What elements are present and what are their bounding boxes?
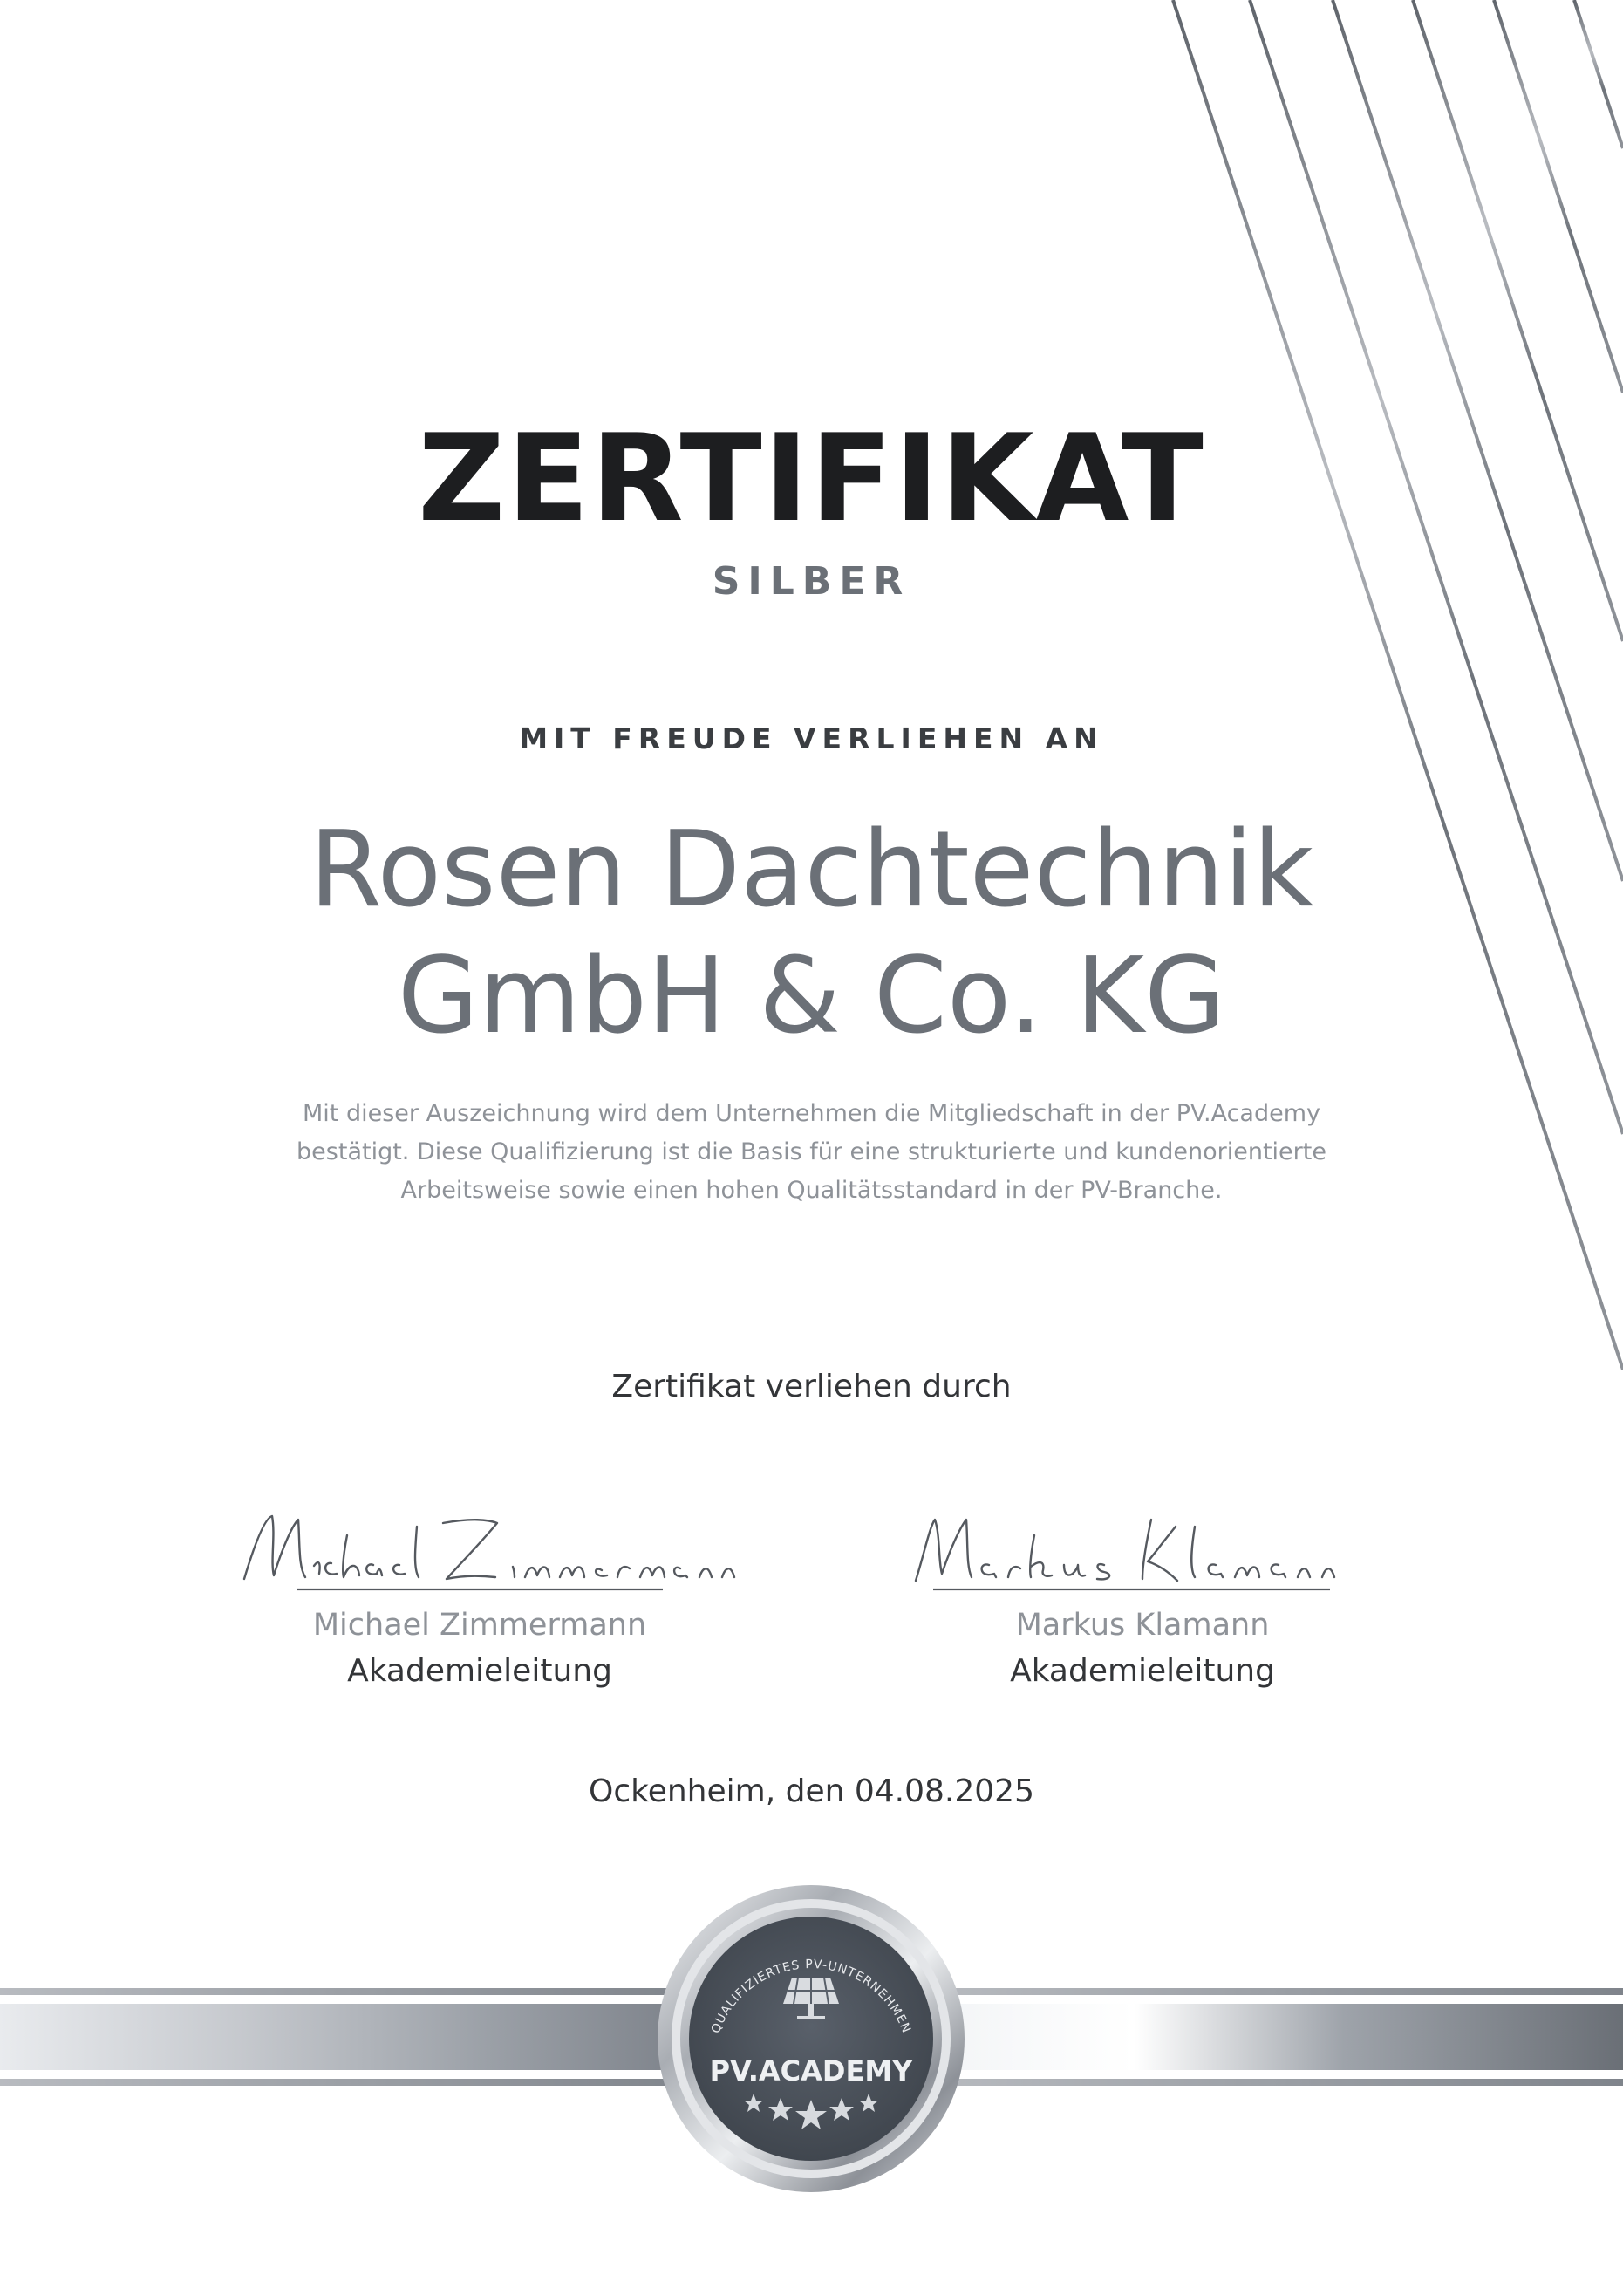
signatory-name: Markus Klamann (1015, 1608, 1270, 1643)
signature-markus-klamann (898, 1500, 1387, 1596)
seal-brand: PV.ACADEMY (709, 2054, 913, 2088)
recipient-line-2: GmbH & Co. KG (397, 936, 1226, 1057)
signatory-role: Akademieleitung (347, 1653, 612, 1689)
certificate-title: ZERTIFIKAT (418, 408, 1205, 549)
award-intro: MIT FREUDE VERLIEHEN AN (519, 721, 1104, 755)
signature-michael-zimmermann (218, 1500, 741, 1596)
pv-academy-seal (654, 1882, 968, 2196)
seal-arc-text: QUALIFIZIERTES PV-UNTERNEHMEN (708, 1958, 914, 2036)
recipient-line-1: Rosen Dachtechnik (309, 810, 1314, 931)
recipient-name (174, 807, 1449, 1060)
certificate-description (227, 1095, 1396, 1210)
place-and-date: Ockenheim, den 04.08.2025 (589, 1773, 1034, 1809)
description-line-1: Mit dieser Auszeichnung wird dem Unternehmen die Mitgliedschaft in der PV.Academy (302, 1100, 1320, 1127)
signatory-left (174, 1500, 785, 1690)
certificate-level: SILBER (712, 559, 911, 604)
description-line-3: Arbeitsweise sowie einen hohen Qualitätsstandard in der PV-Branche. (400, 1177, 1223, 1204)
signatory-right (837, 1500, 1448, 1690)
signatory-name: Michael Zimmermann (312, 1608, 647, 1643)
description-line-2: bestätigt. Diese Qualifizierung ist die Basis für eine strukturierte und kundenorientierte (297, 1138, 1326, 1165)
awarded-by-label: Zertifikat verliehen durch (611, 1369, 1012, 1404)
signatory-role: Akademieleitung (1010, 1653, 1275, 1689)
